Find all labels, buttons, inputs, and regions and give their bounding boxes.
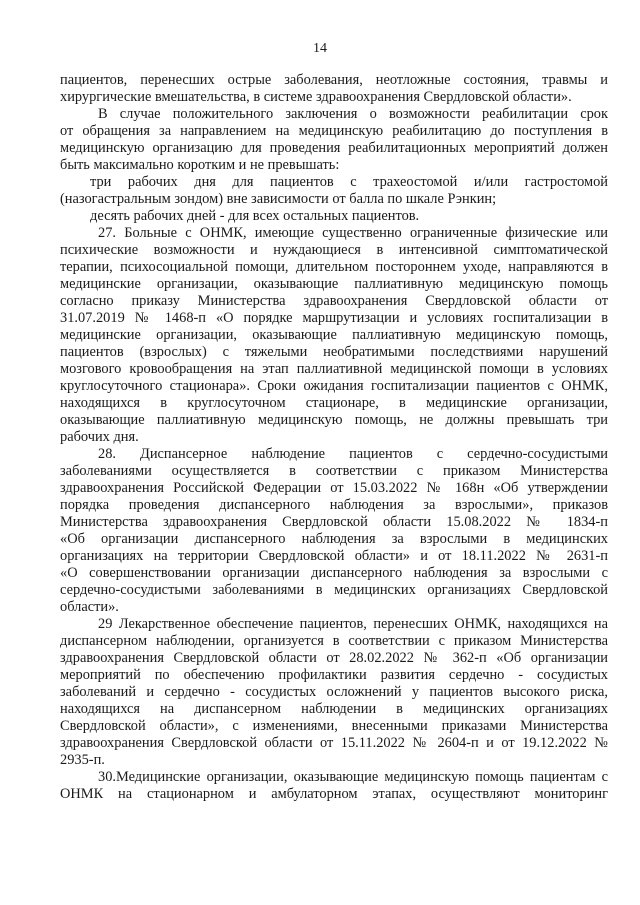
text-line: оказывающие паллиативную медицинскую помощь, не должны превышать три xyxy=(60,412,608,428)
text-line: Министерства здравоохранения Свердловской области 15.08.2022 № 1834-п xyxy=(60,514,608,530)
text-line: десять рабочих дней - для всех остальных пациентов. xyxy=(90,208,420,224)
text-line: находящихся в круглосуточном стационаре, в медицинские организации, xyxy=(60,395,608,411)
text-line: «Об организации диспансерного наблюдения за взрослыми в медицинских xyxy=(60,531,608,547)
text-line: 29 Лекарственное обеспечение пациентов, перенесших ОНМК, находящихся на xyxy=(98,616,608,632)
text-line: круглосуточного стационара». Сроки ожидания госпитализации пациентов с ОНМК, xyxy=(60,378,608,394)
text-line: 27. Больные с ОНМК, имеющие существенно ограниченные физические или xyxy=(98,225,608,241)
page-number: 14 xyxy=(313,41,327,56)
text-line: здравоохранения Свердловской области от 15.11.2022 № 2604-п и от 19.12.2022 № xyxy=(60,735,608,751)
text-line: три рабочих дня для пациентов с трахеостомой и/или гастростомой xyxy=(90,174,608,190)
text-line: хирургические вмешательства, в системе здравоохранения Свердловской области». xyxy=(60,89,572,105)
text-line: медицинские организации, оказывающие паллиативную медицинскую помощь xyxy=(60,276,608,292)
text-line: диспансерном наблюдении, организуется в соответствии с приказом Министерства xyxy=(60,633,608,649)
text-line: заболеваний и сердечно - сосудистых осложнений у пациентов высокого риска, xyxy=(60,684,608,700)
text-line: медицинскую организацию для проведения реабилитационных мероприятий должен xyxy=(60,140,608,156)
text-line: быть максимально коротким и не превышать: xyxy=(60,157,340,173)
text-line: терапии, психосоциальной помощи, длительном постороннем уходе, направляются в xyxy=(60,259,608,275)
text-line: порядка проведения диспансерного наблюдения за взрослыми», приказов xyxy=(60,497,608,513)
text-line: (назогастральным зондом) вне зависимости от балла по шкале Рэнкин; xyxy=(60,191,497,207)
text-line: находящихся на диспансерном наблюдении в медицинских организациях xyxy=(60,701,608,717)
text-line: мероприятий по обеспечению профилактики развития сердечно - сосудистых xyxy=(60,667,608,683)
document-body xyxy=(60,72,608,803)
text-line: организациях на территории Свердловской области» и от 18.11.2022 № 2631-п xyxy=(60,548,608,564)
text-line: 28. Диспансерное наблюдение пациентов с сердечно-сосудистыми xyxy=(98,446,608,462)
text-line: пациентов (взрослых) с тяжелыми необратимыми последствиями нарушений xyxy=(60,344,608,360)
text-line: рабочих дня. xyxy=(60,429,139,445)
text-line: от обращения за направлением на медицинскую реабилитацию до поступления в xyxy=(60,123,608,139)
text-line: медицинские организации, оказывающие паллиативную медицинскую помощь, xyxy=(60,327,608,343)
text-line: 2935-п. xyxy=(60,752,105,768)
text-line: пациентов, перенесших острые заболевания, неотложные состояния, травмы и xyxy=(60,72,608,88)
text-line: Свердловской области», с изменениями, внесенными приказами Министерства xyxy=(60,718,608,734)
text-line: здравоохранения Российской Федерации от 15.03.2022 № 168н «Об утверждении xyxy=(60,480,608,496)
text-line: 31.07.2019 № 1468-п «О порядке маршрутизации и условиях госпитализации в xyxy=(60,310,608,326)
text-line: области». xyxy=(60,599,119,615)
text-line: ОНМК на стационарном и амбулаторном этапах, осуществляют мониторинг xyxy=(60,786,608,802)
text-line: сердечно-сосудистыми заболеваниями в медицинских организациях Свердловской xyxy=(60,582,608,598)
text-line: здравоохранения Свердловской области от 28.02.2022 № 362-п «Об организации xyxy=(60,650,608,666)
text-line: 30.Медицинские организации, оказывающие медицинскую помощь пациентам с xyxy=(98,769,608,785)
text-line: мозгового кровообращения на этап паллиативной медицинской помощи в условиях xyxy=(60,361,608,377)
text-line: согласно приказу Министерства здравоохранения Свердловской области от xyxy=(60,293,608,309)
text-line: В случае положительного заключения о возможности реабилитации срок xyxy=(98,106,608,122)
text-line: заболеваниями осуществляется в соответствии с приказом Министерства xyxy=(60,463,608,479)
text-line: психические возможности и нуждающиеся в интенсивной симптоматической xyxy=(60,242,608,258)
text-line: «О совершенствовании организации диспансерного наблюдения за взрослыми с xyxy=(60,565,608,581)
